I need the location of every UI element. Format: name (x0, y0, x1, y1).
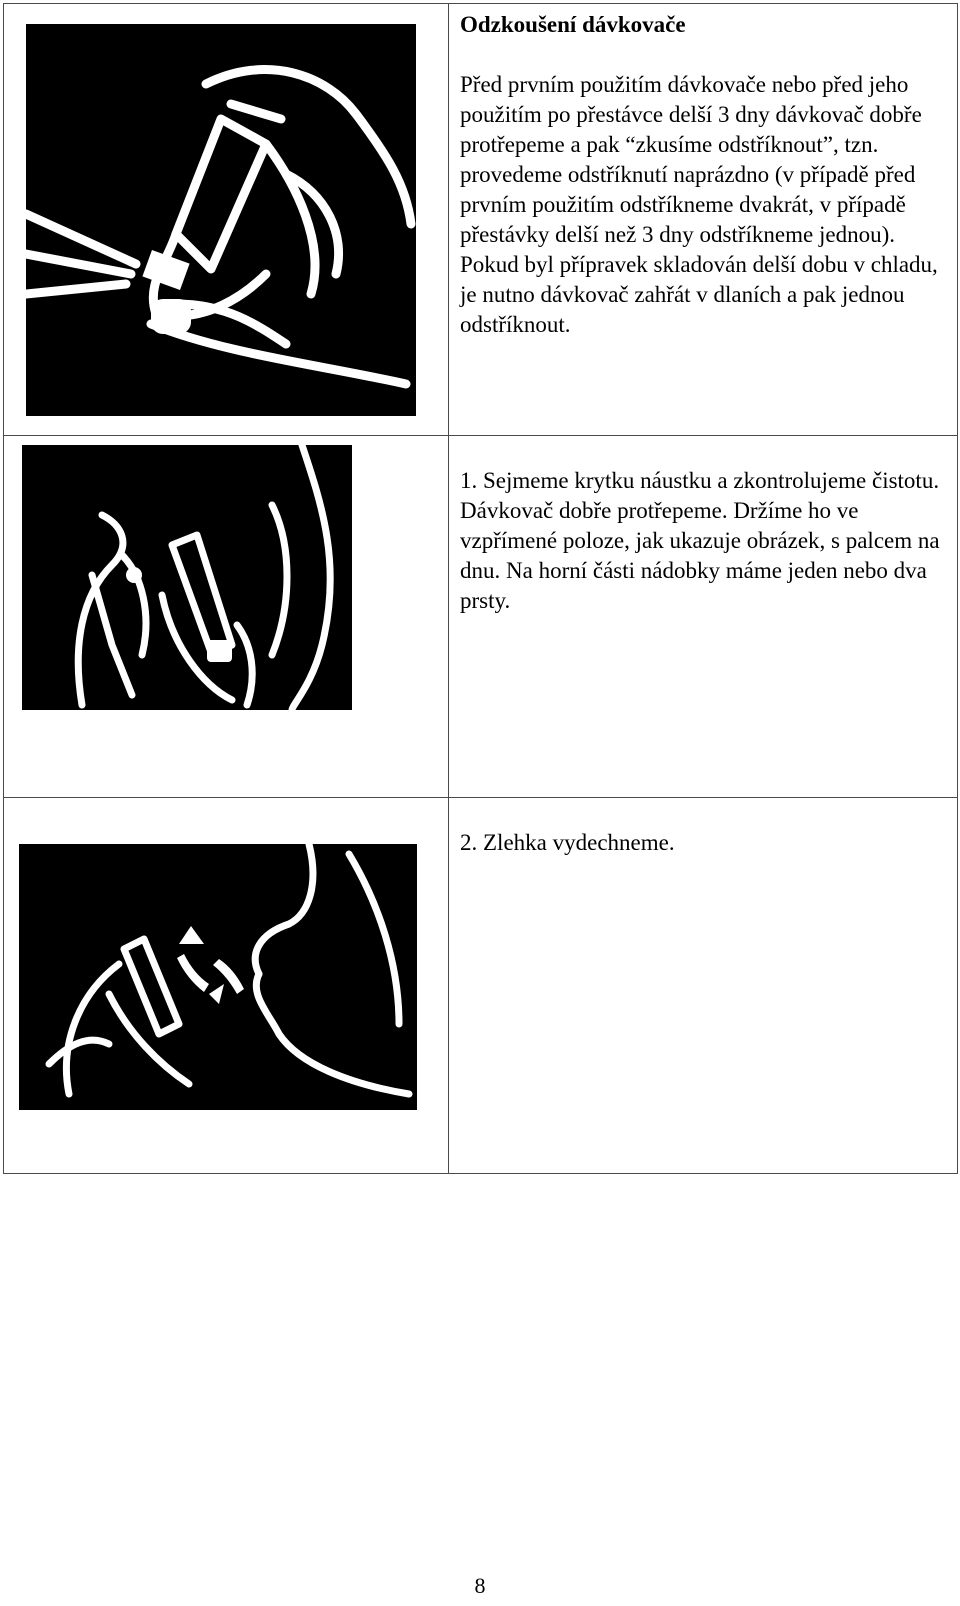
section-title: Odzkoušení dávkovače (460, 12, 686, 37)
instruction-table (3, 3, 958, 1174)
illustration-cell (4, 436, 449, 798)
table-row (4, 436, 958, 798)
step-2-text: 2. Zlehka vydechneme. (460, 830, 675, 855)
text-cell (449, 436, 958, 798)
exhale-illustration (19, 844, 417, 1110)
illustration-cell (4, 4, 449, 436)
table-row (4, 798, 958, 1174)
text-cell (449, 4, 958, 436)
step-1-text: 1. Sejmeme krytku náustku a zkontrolujeme čistotu. Dávkovač dobře protřepeme. Držíme ho ve vzpřímené poloze, jak ukazuje obrázek, s palcem na dnu. Na horní části nádobky máme jeden nebo dva prsty. (460, 468, 940, 613)
page-number: 8 (474, 1573, 486, 1598)
table-row (4, 4, 958, 436)
intro-paragraph: Před prvním použitím dávkovače nebo před jeho použitím po přestávce delší 3 dny dávkovač dobře protřepeme a pak “zkusíme odstříknout”, tzn. provedeme odstříknutí naprázdno (v případě před prvním použitím odstříkneme dvakrát, v případě přestávky delší než 3 dny odstříkneme jednou). Pokud byl přípravek skladován delší dobu v chladu, je nutno dávkovač zahřát v dlaních a pak jednou odstříknout. (460, 72, 938, 337)
text-cell (449, 798, 958, 1174)
inhaler-test-spray-illustration (26, 24, 416, 416)
inhaler-hold-upright-illustration (22, 445, 352, 710)
illustration-cell (4, 798, 449, 1174)
